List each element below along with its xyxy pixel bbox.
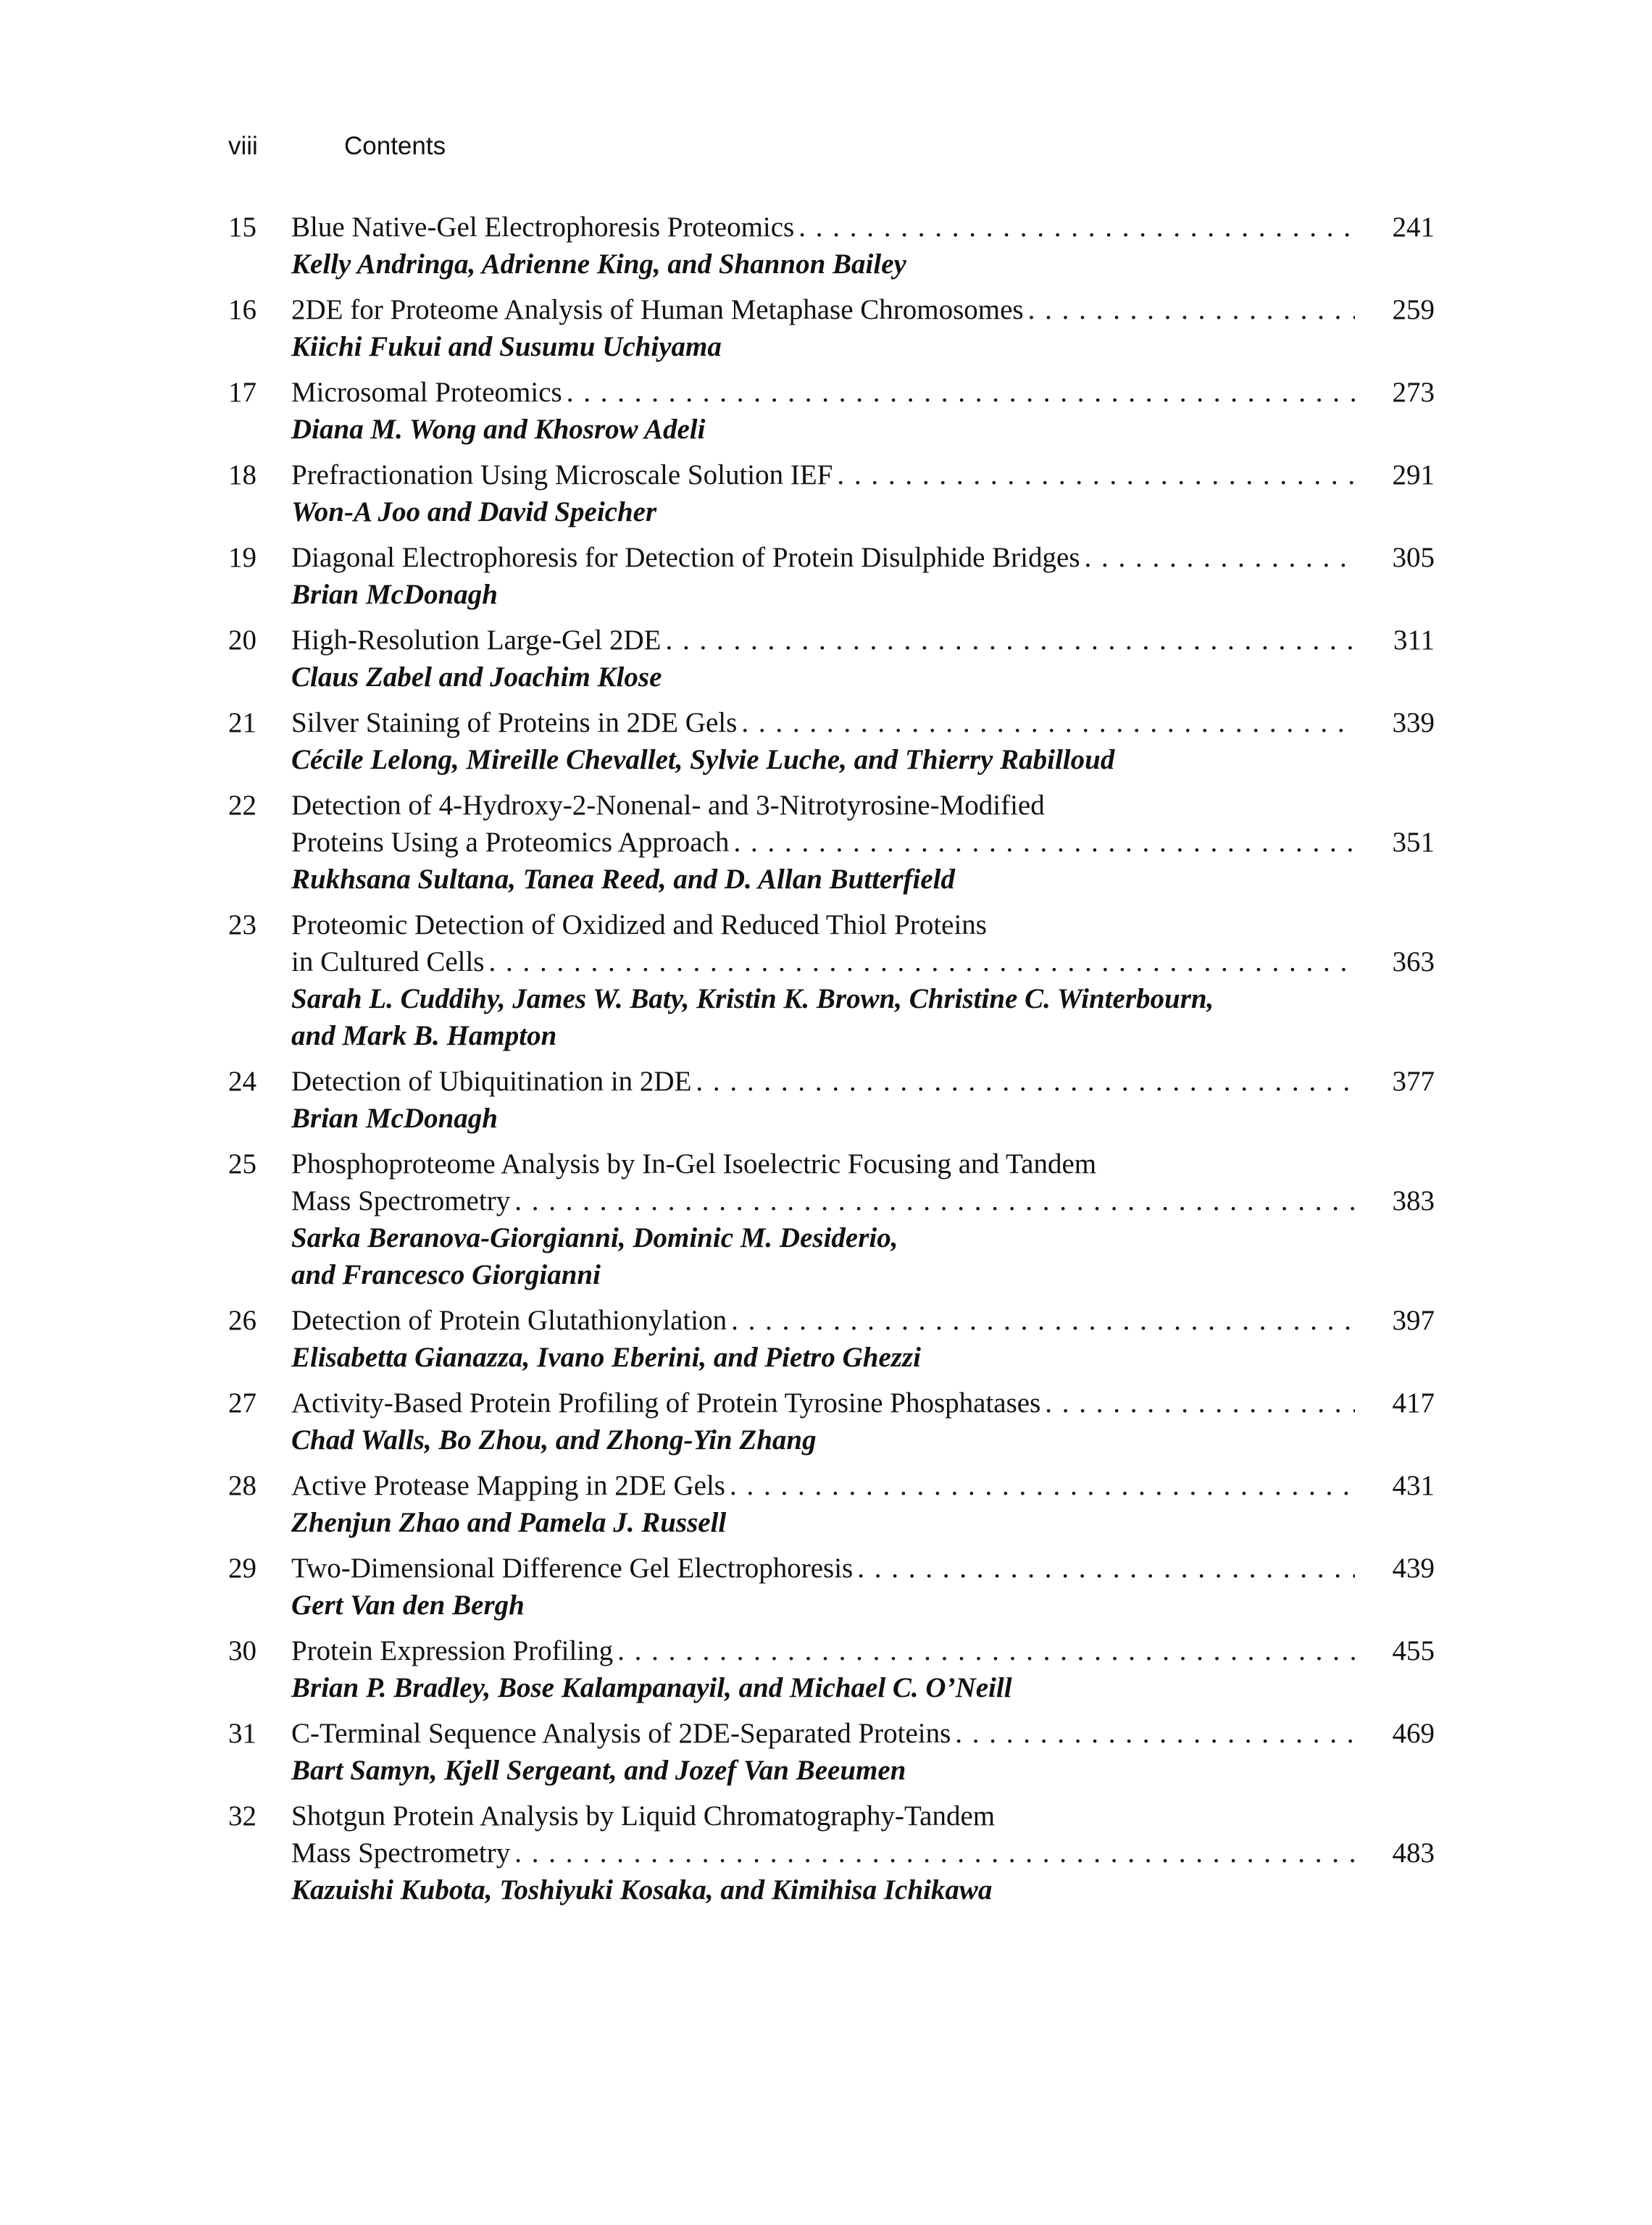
chapter-title[interactable]: Mass Spectrometry: [291, 1185, 511, 1216]
toc-entry[interactable]: [228, 209, 1435, 283]
toc-entry[interactable]: [228, 1145, 1435, 1293]
chapter-title[interactable]: Diagonal Electrophoresis for Detection of Protein Disulphide Bridges: [291, 542, 1080, 573]
chapter-title[interactable]: Blue Native-Gel Electrophoresis Proteomics: [291, 212, 795, 243]
chapter-number: 23: [228, 909, 256, 940]
chapter-title[interactable]: Mass Spectrometry: [291, 1837, 511, 1869]
chapter-title-line: [291, 456, 1435, 493]
chapter-number: 26: [228, 1305, 256, 1336]
chapter-title[interactable]: Microsomal Proteomics: [291, 377, 562, 408]
chapter-title-line: [291, 704, 1435, 741]
chapter-title[interactable]: Shotgun Protein Analysis by Liquid Chromatography-Tandem: [291, 1800, 996, 1832]
chapter-title-line: [291, 1145, 1435, 1182]
toc-entry[interactable]: [228, 456, 1435, 530]
toc-entry[interactable]: [228, 906, 1435, 1054]
toc-entry[interactable]: [228, 1632, 1435, 1706]
dot-leader: [666, 622, 1355, 659]
chapter-title[interactable]: Detection of 4-Hydroxy-2-Nonenal- and 3-Nitrotyrosine-Modified: [291, 790, 1045, 821]
page-number[interactable]: 377: [1392, 1066, 1435, 1097]
chapter-authors: Brian McDonagh: [291, 1103, 498, 1134]
toc-entry[interactable]: [228, 1798, 1435, 1908]
chapter-authors: Bart Samyn, Kjell Sergeant, and Jozef Van Beeumen: [291, 1755, 906, 1786]
chapter-number: 15: [228, 212, 256, 243]
toc-entry[interactable]: [228, 539, 1435, 613]
page-number[interactable]: 311: [1393, 625, 1435, 656]
chapter-title[interactable]: in Cultured Cells: [291, 946, 485, 977]
page-number[interactable]: 397: [1392, 1305, 1435, 1336]
chapter-title-line: [291, 1550, 1435, 1587]
table-of-contents: [228, 209, 1435, 1917]
dot-leader: [489, 943, 1356, 980]
dot-leader: [798, 209, 1355, 246]
chapter-title-line: [291, 1182, 1435, 1219]
dot-leader: [514, 1182, 1355, 1219]
dot-leader: [857, 1550, 1355, 1587]
chapter-title[interactable]: 2DE for Proteome Analysis of Human Metaphase Chromosomes: [291, 294, 1024, 325]
toc-entry[interactable]: [228, 622, 1435, 696]
running-head-title: Contents: [344, 132, 446, 160]
toc-entry[interactable]: [228, 291, 1435, 365]
chapter-authors: Cécile Lelong, Mireille Chevallet, Sylvie Luche, and Thierry Rabilloud: [291, 744, 1115, 775]
toc-entry[interactable]: [228, 374, 1435, 448]
chapter-title[interactable]: Activity-Based Protein Profiling of Protein Tyrosine Phosphatases: [291, 1387, 1041, 1419]
page-number[interactable]: 455: [1392, 1635, 1435, 1666]
toc-entry[interactable]: [228, 1302, 1435, 1376]
chapter-authors: Sarka Beranova-Giorgianni, Dominic M. Desiderio,: [291, 1222, 898, 1253]
page-folio: viii: [228, 132, 258, 160]
dot-leader: [617, 1632, 1355, 1669]
chapter-title-line: [291, 209, 1435, 246]
toc-entry[interactable]: [228, 1063, 1435, 1137]
chapter-title-line: [291, 1467, 1435, 1504]
chapter-authors: Elisabetta Gianazza, Ivano Eberini, and Pietro Ghezzi: [291, 1342, 921, 1373]
page-number[interactable]: 363: [1392, 946, 1435, 977]
chapter-number: 29: [228, 1553, 256, 1584]
chapter-number: 24: [228, 1066, 256, 1097]
chapter-title-line: [291, 906, 1435, 943]
chapter-title[interactable]: Silver Staining of Proteins in 2DE Gels: [291, 707, 738, 738]
chapter-number: 28: [228, 1470, 256, 1501]
dot-leader: [1028, 291, 1355, 328]
page-number[interactable]: 383: [1392, 1185, 1435, 1216]
chapter-title[interactable]: C-Terminal Sequence Analysis of 2DE-Separated Proteins: [291, 1718, 951, 1749]
chapter-authors: and Francesco Giorgianni: [291, 1259, 601, 1290]
chapter-authors: Kazuishi Kubota, Toshiyuki Kosaka, and Kimihisa Ichikawa: [291, 1874, 993, 1905]
chapter-title[interactable]: Detection of Ubiquitination in 2DE: [291, 1066, 692, 1097]
chapter-title-line: [291, 1715, 1435, 1752]
chapter-number: 22: [228, 790, 256, 821]
chapter-title[interactable]: Protein Expression Profiling: [291, 1635, 614, 1666]
chapter-number: 27: [228, 1387, 256, 1419]
dot-leader: [1085, 539, 1356, 576]
chapter-authors: Kiichi Fukui and Susumu Uchiyama: [291, 331, 722, 362]
chapter-authors: Zhenjun Zhao and Pamela J. Russell: [291, 1507, 727, 1538]
chapter-authors: Claus Zabel and Joachim Klose: [291, 661, 662, 693]
chapter-number: 31: [228, 1718, 256, 1749]
dot-leader: [730, 1467, 1355, 1504]
toc-entry[interactable]: [228, 1550, 1435, 1624]
chapter-title-line: [291, 622, 1435, 659]
toc-entry[interactable]: [228, 787, 1435, 898]
page-number[interactable]: 273: [1392, 377, 1435, 408]
chapter-authors: Kelly Andringa, Adrienne King, and Shannon Bailey: [291, 249, 906, 280]
dot-leader: [837, 456, 1355, 493]
page-number[interactable]: 469: [1392, 1718, 1435, 1749]
page-number[interactable]: 339: [1392, 707, 1435, 738]
chapter-authors: Chad Walls, Bo Zhou, and Zhong-Yin Zhang: [291, 1424, 817, 1456]
page-number[interactable]: 241: [1392, 212, 1435, 243]
chapter-title-line: [291, 1385, 1435, 1422]
chapter-title-line: [291, 1302, 1435, 1339]
chapter-title-line: [291, 1798, 1435, 1834]
dot-leader: [567, 374, 1355, 411]
chapter-title[interactable]: Detection of Protein Glutathionylation: [291, 1305, 727, 1336]
page-number[interactable]: 259: [1392, 294, 1435, 325]
chapter-number: 19: [228, 542, 256, 573]
chapter-authors: Won-A Joo and David Speicher: [291, 496, 657, 527]
chapter-title-line: [291, 787, 1435, 824]
dot-leader: [741, 704, 1355, 741]
chapter-authors: Brian P. Bradley, Bose Kalampanayil, and Michael C. O’Neill: [291, 1672, 1012, 1703]
chapter-number: 32: [228, 1800, 256, 1832]
running-head: [228, 132, 446, 161]
page-number[interactable]: 305: [1392, 542, 1435, 573]
dot-leader: [696, 1063, 1355, 1100]
page-number[interactable]: 351: [1392, 827, 1435, 858]
chapter-title-line: [291, 1063, 1435, 1100]
chapter-authors: Rukhsana Sultana, Tanea Reed, and D. Allan Butterfield: [291, 864, 955, 895]
chapter-number: 16: [228, 294, 256, 325]
chapter-title[interactable]: High-Resolution Large-Gel 2DE: [291, 625, 662, 656]
chapter-number: 25: [228, 1148, 256, 1180]
dot-leader: [955, 1715, 1355, 1752]
dot-leader: [731, 1302, 1355, 1339]
chapter-number: 21: [228, 707, 256, 738]
page-number[interactable]: 417: [1392, 1387, 1435, 1419]
toc-entry[interactable]: [228, 1467, 1435, 1541]
chapter-authors: Gert Van den Bergh: [291, 1590, 525, 1621]
chapter-authors: Brian McDonagh: [291, 579, 498, 610]
chapter-number: 18: [228, 459, 256, 490]
page-number[interactable]: 439: [1392, 1553, 1435, 1584]
toc-entry[interactable]: [228, 1715, 1435, 1789]
dot-leader: [1045, 1385, 1355, 1422]
chapter-number: 20: [228, 625, 256, 656]
chapter-title-line: [291, 539, 1435, 576]
chapter-title-line: [291, 943, 1435, 980]
dot-leader: [733, 824, 1355, 861]
chapter-title[interactable]: Proteins Using a Proteomics Approach: [291, 827, 730, 858]
dot-leader: [514, 1834, 1355, 1871]
chapter-title-line: [291, 1632, 1435, 1669]
chapter-title-line: [291, 824, 1435, 861]
page-number[interactable]: 431: [1392, 1470, 1435, 1501]
chapter-title[interactable]: Proteomic Detection of Oxidized and Reduced Thiol Proteins: [291, 909, 987, 940]
chapter-title[interactable]: Phosphoproteome Analysis by In-Gel Isoelectric Focusing and Tandem: [291, 1148, 1097, 1180]
chapter-title-line: [291, 374, 1435, 411]
page-number[interactable]: 291: [1392, 459, 1435, 490]
chapter-authors: Diana M. Wong and Khosrow Adeli: [291, 414, 706, 445]
chapter-title-line: [291, 291, 1435, 328]
chapter-title-line: [291, 1834, 1435, 1871]
chapter-number: 30: [228, 1635, 256, 1666]
chapter-title[interactable]: Two-Dimensional Difference Gel Electrophoresis: [291, 1553, 854, 1584]
chapter-title[interactable]: Active Protease Mapping in 2DE Gels: [291, 1470, 725, 1501]
chapter-title[interactable]: Prefractionation Using Microscale Solution IEF: [291, 459, 833, 490]
chapter-number: 17: [228, 377, 256, 408]
chapter-authors: Sarah L. Cuddihy, James W. Baty, Kristin K. Brown, Christine C. Winterbourn,: [291, 983, 1214, 1014]
chapter-authors: and Mark B. Hampton: [291, 1020, 557, 1051]
page-number[interactable]: 483: [1392, 1837, 1435, 1869]
toc-entry[interactable]: [228, 1385, 1435, 1458]
toc-entry[interactable]: [228, 704, 1435, 778]
